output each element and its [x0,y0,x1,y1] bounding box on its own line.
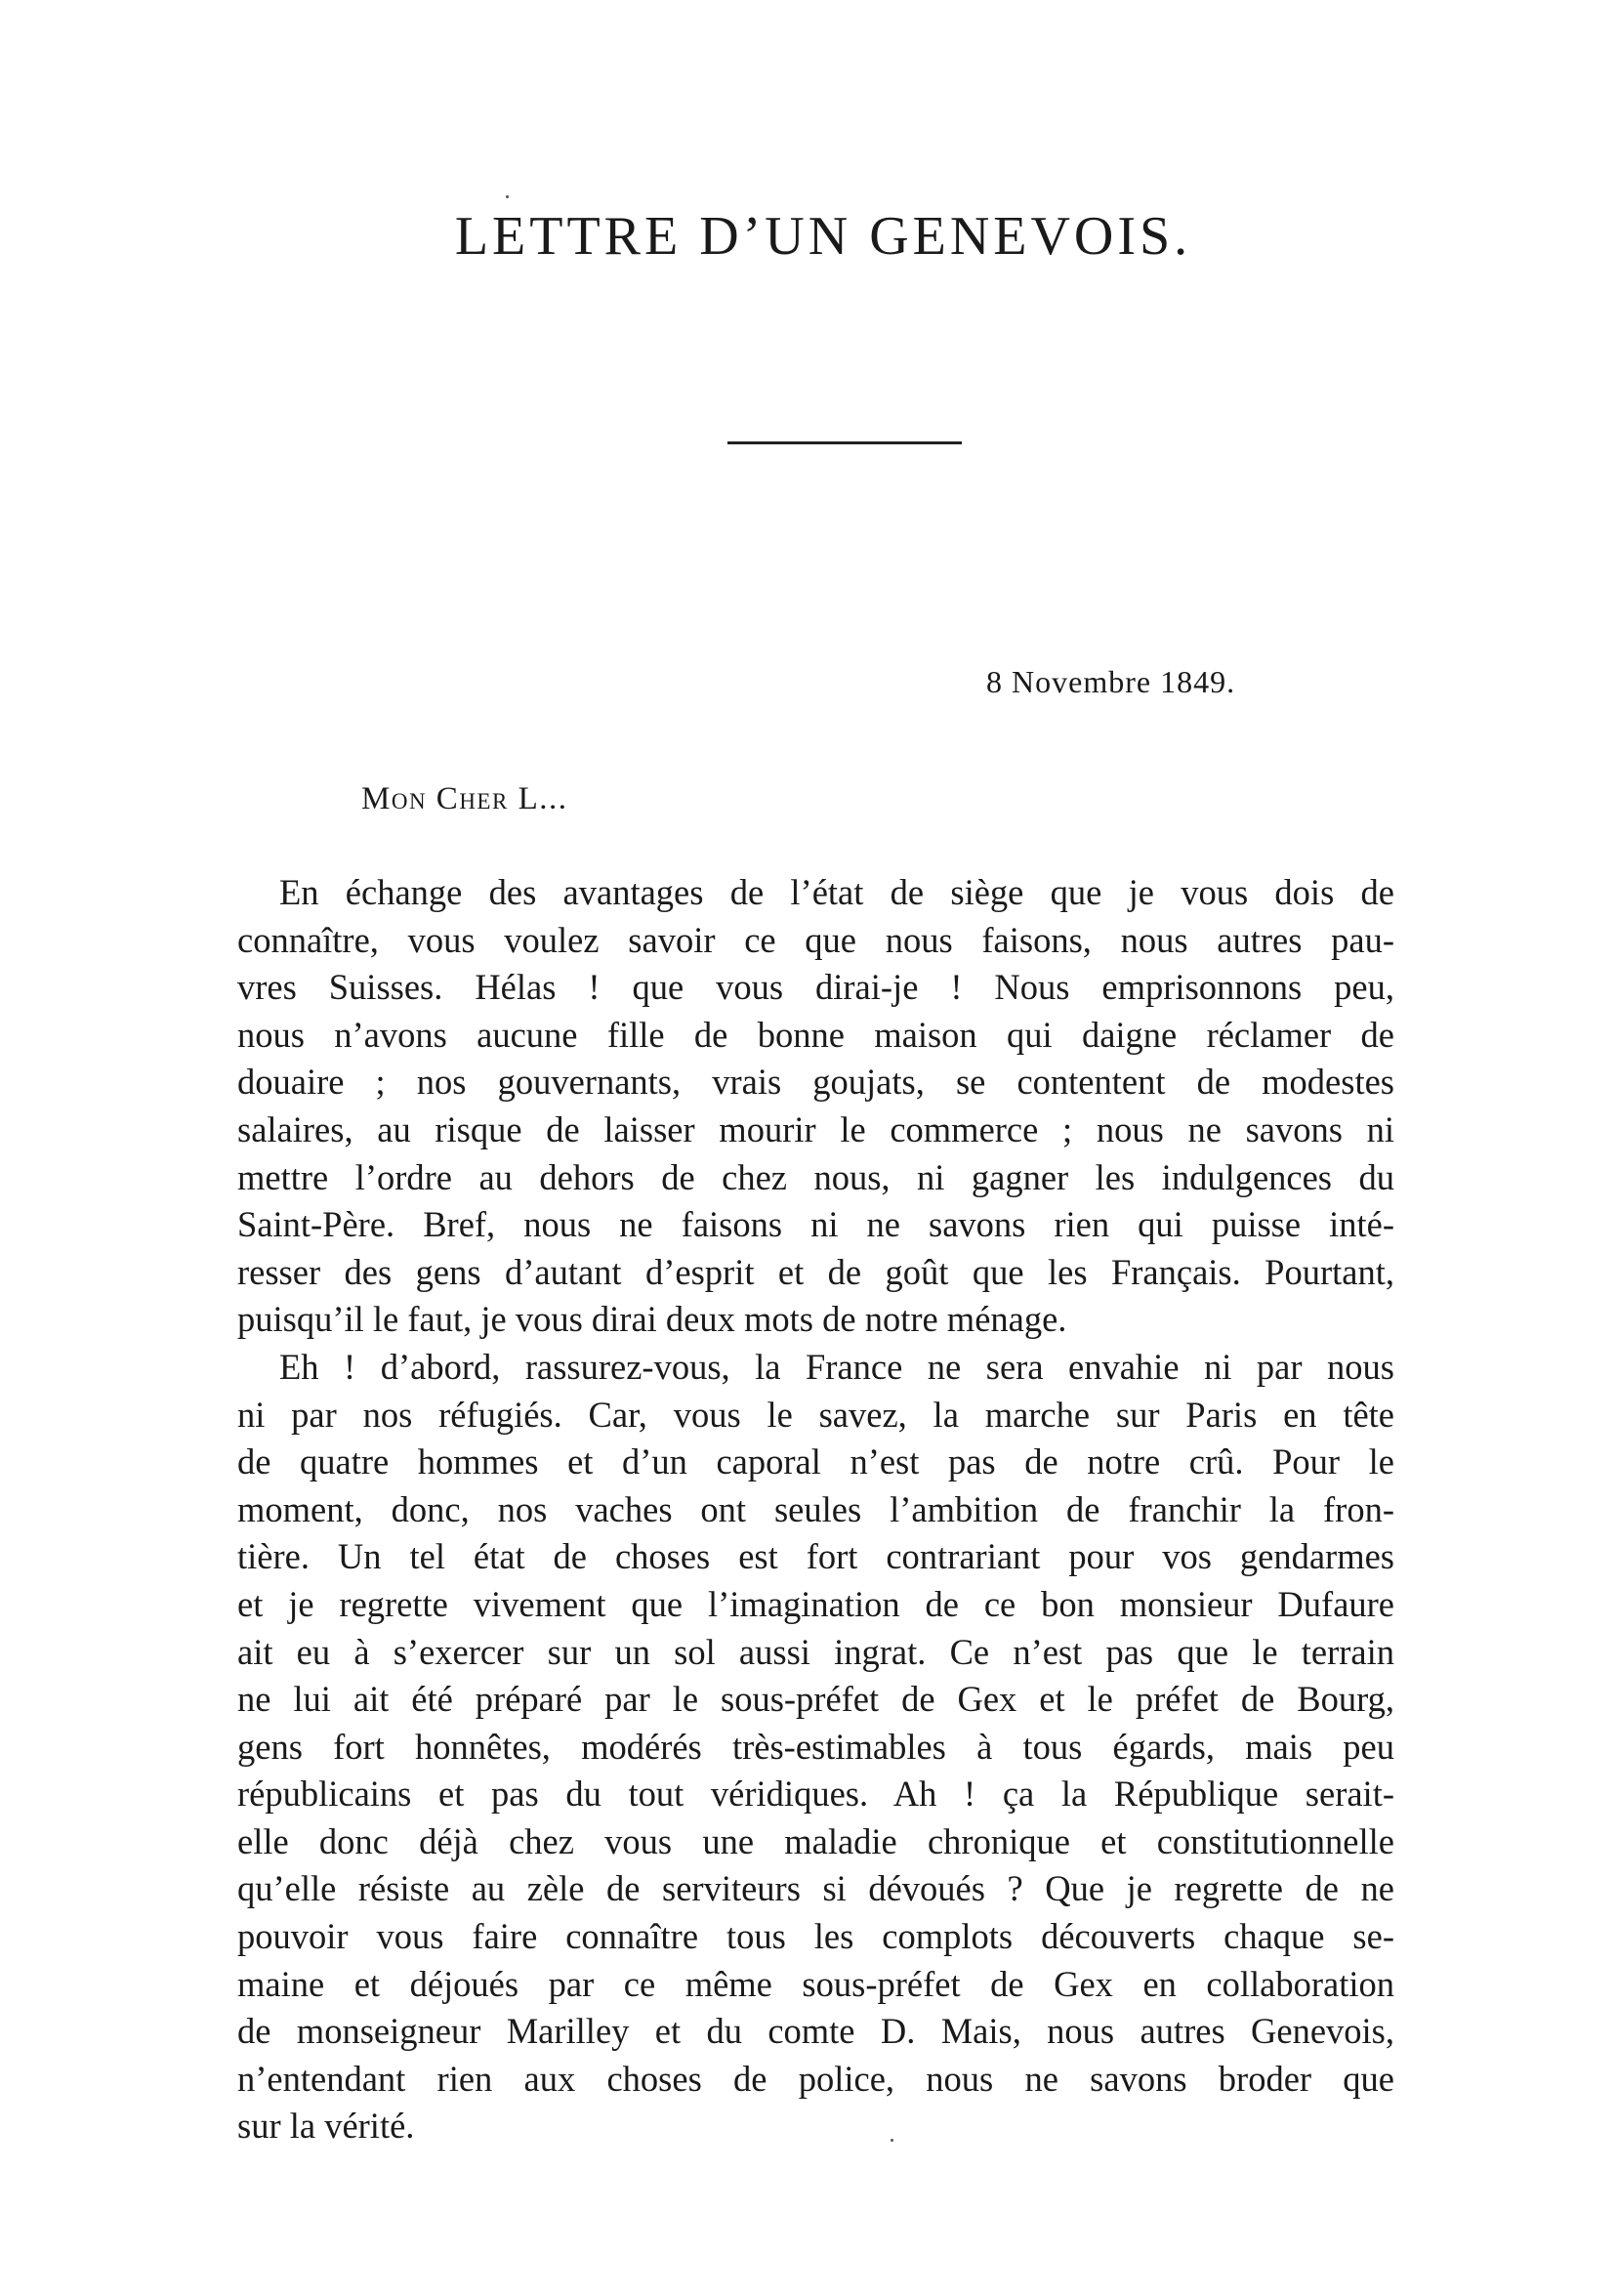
letter-body [237,869,1394,2150]
text-line: ne lui ait été préparé par le sous-préfet de Gex et le préfet de Bourg, [237,1679,1394,1720]
letter-date: 8 Novembre 1849. [986,664,1236,699]
text-line: nous n’avons aucune fille de bonne maison qui daigne réclamer de [237,1014,1394,1055]
text-line: maine et déjoués par ce même sous-préfet de Gex en collaboration [237,1963,1394,2004]
page-title: LETTRE D’UN GENEVOIS. [454,206,1192,267]
text-line: Saint-Père. Bref, nous ne faisons ni ne savons rien qui puisse inté- [237,1204,1394,1245]
text-line: gens fort honnêtes, modérés très-estimables à tous égards, mais peu [237,1726,1394,1767]
text-line: de monseigneur Marilley et du comte D. Mais, nous autres Genevois, [237,2011,1394,2052]
title-divider [727,441,962,444]
text-line: moment, donc, nos vaches ont seules l’ambition de franchir la fron- [237,1488,1394,1529]
salutation: Mon Cher L... [361,781,568,816]
text-line: resser des gens d’autant d’esprit et de goût que les Français. Pourtant, [237,1251,1394,1292]
text-line: mettre l’ordre au dehors de chez nous, ni gagner les indulgences du [237,1156,1394,1197]
text-line: Eh ! d’abord, rassurez-vous, la France ne sera envahie ni par nous [279,1346,1394,1387]
text-line: douaire ; nos gouvernants, vrais goujats, se contentent de modestes [237,1062,1394,1103]
text-line: et je regrette vivement que l’imagination de ce bon monsieur Dufaure [237,1583,1394,1624]
text-line: vres Suisses. Hélas ! que vous dirai-je ! Nous emprisonnons peu, [237,967,1394,1008]
text-line: salaires, au risque de laisser mourir le commerce ; nous ne savons ni [237,1108,1394,1149]
text-line: pouvoir vous faire connaître tous les complots découverts chaque se- [237,1916,1394,1957]
paragraph-2 [237,1344,1394,2150]
text-line: de quatre hommes et d’un caporal n’est pas de notre crû. Pour le [237,1441,1394,1482]
text-line: qu’elle résiste au zèle de serviteurs si dévoués ? Que je regrette de ne [237,1868,1394,1909]
text-line: républicains et pas du tout véridiques. Ah ! ça la République serait- [237,1774,1394,1815]
text-line: connaître, vous voulez savoir ce que nous faisons, nous autres pau- [237,919,1394,960]
text-line: tière. Un tel état de choses est fort contrariant pour vos gendarmes [237,1536,1394,1577]
text-line: puisqu’il le faut, je vous dirai deux mots de notre ménage. [237,1299,1067,1340]
text-line: sur la vérité. [237,2106,415,2147]
text-line: elle donc déjà chez vous une maladie chronique et constitutionnelle [237,1820,1394,1861]
print-speck [891,2139,893,2142]
print-speck [506,195,509,198]
text-line: ait eu à s’exercer sur un sol aussi ingrat. Ce n’est pas que le terrain [237,1631,1394,1672]
text-line: n’entendant rien aux choses de police, nous ne savons broder que [237,2058,1394,2099]
text-line: ni par nos réfugiés. Car, vous le savez, la marche sur Paris en tête [237,1394,1394,1435]
paragraph-1 [237,869,1394,1344]
text-line: En échange des avantages de l’état de siège que je vous dois de [279,872,1394,912]
